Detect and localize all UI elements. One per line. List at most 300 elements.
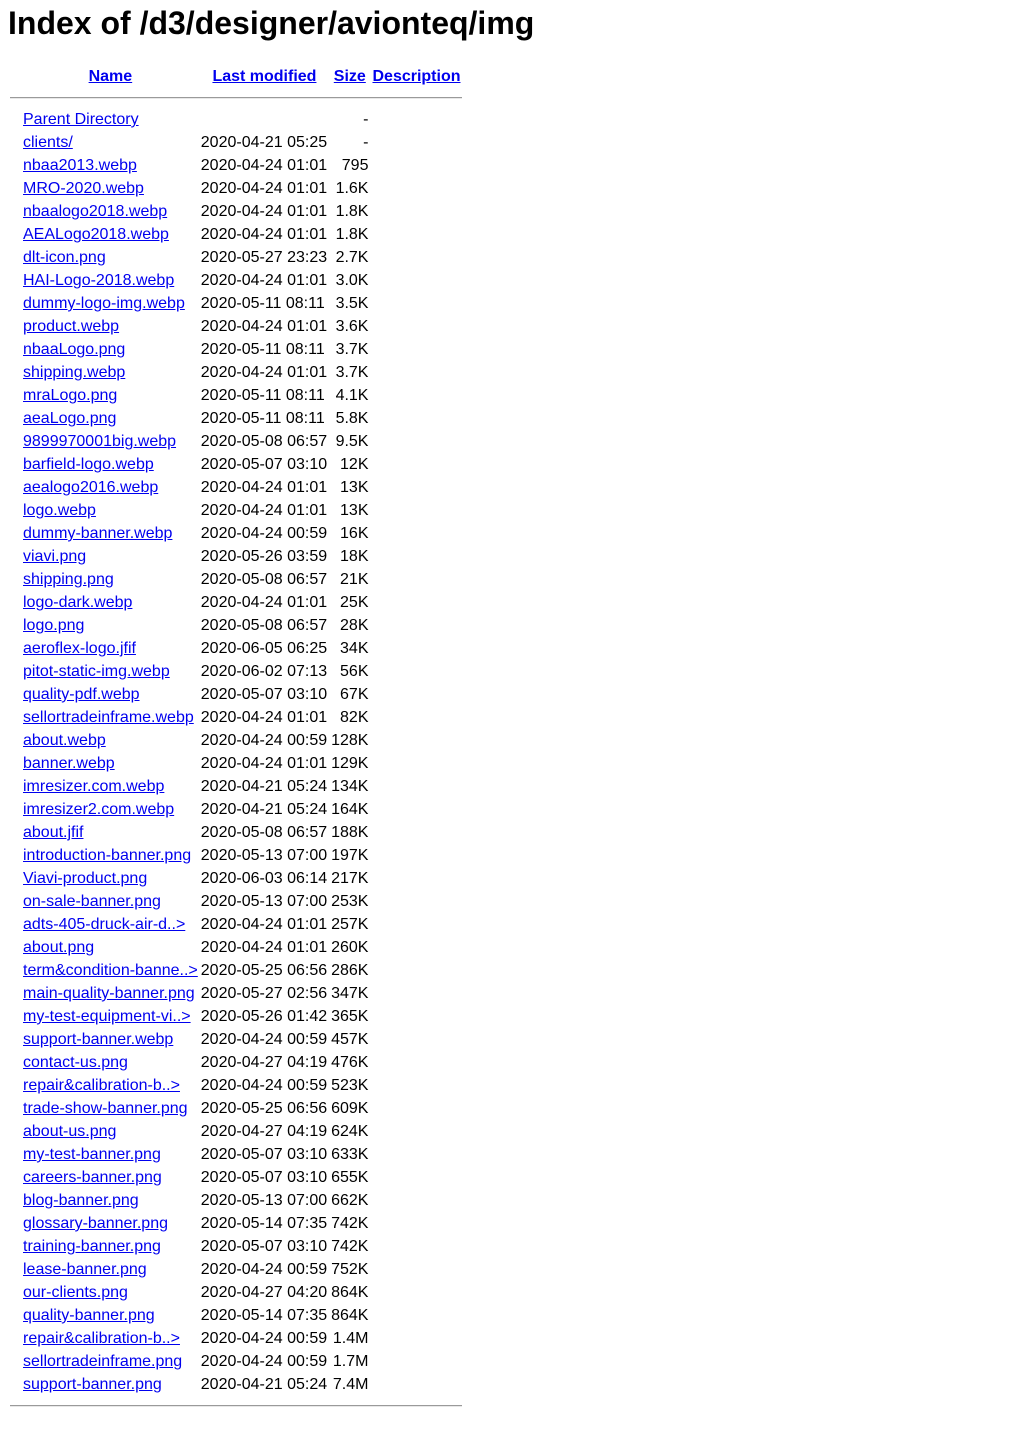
sort-by-size-link[interactable]: Size — [333, 68, 366, 85]
file-link[interactable]: AEALogo2018.webp — [23, 226, 169, 243]
row-icon-cell — [10, 155, 20, 176]
table-row — [10, 638, 462, 659]
name-cell — [22, 546, 199, 567]
last-modified-cell: 2020-04-24 01:01 — [200, 479, 328, 496]
row-icon-cell — [10, 845, 20, 866]
file-link[interactable]: about.jfif — [23, 824, 84, 841]
name-cell — [22, 1213, 199, 1234]
file-link[interactable]: shipping.webp — [23, 364, 126, 381]
description-cell — [371, 454, 461, 475]
row-icon-cell — [10, 615, 20, 636]
last-modified-cell — [201, 109, 328, 130]
name-cell — [22, 500, 199, 521]
name-cell — [22, 1190, 199, 1211]
last-modified-cell: 2020-04-24 01:01 — [200, 226, 328, 243]
table-row — [10, 1328, 462, 1349]
row-icon-cell — [10, 1305, 20, 1326]
table-row — [10, 937, 462, 958]
file-link[interactable]: banner.webp — [23, 755, 115, 772]
name-cell — [22, 799, 199, 820]
last-modified-cell: 2020-04-24 01:01 — [200, 939, 328, 956]
file-link[interactable]: 9899970001big.webp — [23, 433, 177, 450]
row-icon-cell — [10, 1259, 20, 1280]
file-listing-table — [8, 64, 464, 1417]
last-modified-cell: 2020-05-08 06:57 — [200, 571, 328, 588]
table-row — [10, 1374, 462, 1395]
size-cell: - — [363, 134, 369, 151]
size-cell: 286K — [331, 962, 369, 979]
file-link[interactable]: our-clients.png — [23, 1284, 128, 1301]
name-column-header — [22, 66, 199, 87]
file-link[interactable]: quality-pdf.webp — [23, 686, 140, 703]
table-row — [10, 1351, 462, 1372]
last-modified-cell: 2020-05-25 06:56 — [200, 962, 328, 979]
table-row — [10, 500, 462, 521]
row-icon-cell — [10, 201, 20, 222]
top-divider-row — [10, 89, 462, 107]
name-cell — [22, 1075, 199, 1096]
row-icon-cell — [10, 385, 20, 406]
file-link[interactable]: adts-405-druck-air-d..> — [23, 916, 186, 933]
table-row — [10, 247, 462, 268]
last-modified-cell: 2020-04-21 05:24 — [200, 801, 328, 818]
row-icon-cell — [10, 776, 20, 797]
file-link[interactable]: about.png — [23, 939, 95, 956]
last-modified-cell: 2020-04-24 00:59 — [200, 1031, 328, 1048]
size-cell: - — [363, 111, 369, 128]
size-cell: 1.6K — [335, 180, 369, 197]
file-link[interactable]: careers-banner.png — [23, 1169, 162, 1186]
file-link[interactable]: my-test-equipment-vi..> — [23, 1008, 191, 1025]
file-link[interactable]: contact-us.png — [23, 1054, 128, 1071]
last-modified-cell: 2020-04-21 05:24 — [200, 778, 328, 795]
row-icon-cell — [10, 799, 20, 820]
name-cell — [22, 1282, 199, 1303]
size-cell: 25K — [340, 594, 369, 611]
description-cell — [371, 983, 461, 1004]
row-icon-cell — [10, 891, 20, 912]
name-cell — [22, 730, 199, 751]
last-modified-cell: 2020-04-27 04:20 — [200, 1284, 328, 1301]
file-link[interactable]: dummy-banner.webp — [23, 525, 173, 542]
description-cell — [371, 1029, 461, 1050]
table-row — [10, 155, 462, 176]
table-row — [10, 799, 462, 820]
row-icon-cell — [10, 339, 20, 360]
file-link[interactable]: mraLogo.png — [23, 387, 118, 404]
row-icon-cell — [10, 592, 20, 613]
file-link[interactable]: logo.png — [23, 617, 85, 634]
size-cell: 18K — [340, 548, 369, 565]
size-cell: 197K — [331, 847, 369, 864]
last-modified-cell: 2020-05-13 07:00 — [200, 1192, 328, 1209]
table-row — [10, 178, 462, 199]
last-modified-cell: 2020-04-24 00:59 — [200, 1353, 328, 1370]
file-link[interactable]: MRO-2020.webp — [23, 180, 144, 197]
size-cell: 257K — [331, 916, 369, 933]
last-modified-cell: 2020-04-24 01:01 — [200, 272, 328, 289]
last-modified-cell: 2020-05-13 07:00 — [200, 847, 328, 864]
file-link[interactable]: dlt-icon.png — [23, 249, 106, 266]
file-link[interactable]: glossary-banner.png — [23, 1215, 168, 1232]
size-cell: 742K — [331, 1238, 369, 1255]
size-cell: 3.0K — [335, 272, 369, 289]
table-row — [10, 224, 462, 245]
last-modified-cell: 2020-04-27 04:19 — [200, 1054, 328, 1071]
description-cell — [371, 431, 461, 452]
file-link[interactable]: trade-show-banner.png — [23, 1100, 188, 1117]
file-link[interactable]: clients/ — [23, 134, 73, 151]
description-cell — [371, 638, 461, 659]
last-modified-cell: 2020-04-24 01:01 — [200, 157, 328, 174]
last-modified-cell: 2020-04-27 04:19 — [200, 1123, 328, 1140]
row-icon-cell — [10, 1098, 20, 1119]
sort-by-description-link[interactable]: Description — [372, 68, 461, 85]
row-icon-cell — [10, 1006, 20, 1027]
last-modified-cell: 2020-06-03 06:14 — [200, 870, 328, 887]
description-cell — [371, 1259, 461, 1280]
file-link[interactable]: main-quality-banner.png — [23, 985, 195, 1002]
size-cell: 28K — [340, 617, 369, 634]
size-cell: 253K — [331, 893, 369, 910]
description-cell — [371, 316, 461, 337]
description-cell — [371, 661, 461, 682]
file-link[interactable]: logo.webp — [23, 502, 96, 519]
table-row — [10, 868, 462, 889]
description-cell — [371, 1052, 461, 1073]
row-icon-cell — [10, 638, 20, 659]
name-cell — [22, 845, 199, 866]
table-row — [10, 1052, 462, 1073]
file-link[interactable]: HAI-Logo-2018.webp — [23, 272, 175, 289]
size-cell: 457K — [331, 1031, 369, 1048]
size-cell: 9.5K — [335, 433, 369, 450]
row-icon-cell — [10, 707, 20, 728]
table-row — [10, 408, 462, 429]
table-row — [10, 1006, 462, 1027]
last-modified-column-header — [201, 66, 328, 87]
file-link[interactable]: support-banner.png — [23, 1376, 162, 1393]
description-cell — [371, 270, 461, 291]
table-row — [10, 454, 462, 475]
row-icon-cell — [10, 661, 20, 682]
file-link[interactable]: about.webp — [23, 732, 106, 749]
size-cell: 1.8K — [335, 203, 369, 220]
size-cell: 12K — [340, 456, 369, 473]
description-cell — [371, 776, 461, 797]
size-cell: 347K — [331, 985, 369, 1002]
size-cell: 365K — [331, 1008, 369, 1025]
table-row — [10, 201, 462, 222]
table-row — [10, 753, 462, 774]
row-icon-cell — [10, 684, 20, 705]
row-icon-cell — [10, 1236, 20, 1257]
name-cell — [22, 109, 199, 130]
size-cell: 633K — [331, 1146, 369, 1163]
last-modified-cell: 2020-05-07 03:10 — [200, 686, 328, 703]
table-row — [10, 707, 462, 728]
row-icon-cell — [10, 500, 20, 521]
name-cell — [22, 385, 199, 406]
description-cell — [371, 1144, 461, 1165]
file-link[interactable]: product.webp — [23, 318, 120, 335]
table-row — [10, 1121, 462, 1142]
file-link[interactable]: nbaaLogo.png — [23, 341, 126, 358]
size-column-header — [330, 66, 369, 87]
file-link[interactable]: quality-banner.png — [23, 1307, 155, 1324]
size-cell: 752K — [331, 1261, 369, 1278]
description-cell — [371, 224, 461, 245]
name-cell — [22, 638, 199, 659]
file-link[interactable]: term&condition-banne..> — [23, 962, 198, 979]
name-cell — [22, 983, 199, 1004]
size-cell: 128K — [331, 732, 369, 749]
description-cell — [371, 523, 461, 544]
size-cell: 1.4M — [332, 1330, 369, 1347]
last-modified-cell: 2020-06-05 06:25 — [200, 640, 328, 657]
last-modified-cell: 2020-05-14 07:35 — [200, 1215, 328, 1232]
file-link[interactable]: sellortradeinframe.webp — [23, 709, 194, 726]
file-link[interactable]: repair&calibration-b..> — [23, 1330, 180, 1347]
description-cell — [371, 569, 461, 590]
name-cell — [22, 707, 199, 728]
table-row — [10, 776, 462, 797]
description-cell — [371, 799, 461, 820]
table-row — [10, 477, 462, 498]
size-cell: 7.4M — [332, 1376, 369, 1393]
row-icon-cell — [10, 1144, 20, 1165]
size-cell: 5.8K — [335, 410, 369, 427]
file-link[interactable]: nbaa2013.webp — [23, 157, 137, 174]
name-cell — [22, 592, 199, 613]
table-row — [10, 983, 462, 1004]
last-modified-cell: 2020-05-27 23:23 — [200, 249, 328, 266]
table-row — [10, 1098, 462, 1119]
name-cell — [22, 1167, 199, 1188]
name-cell — [22, 1006, 199, 1027]
description-cell — [371, 868, 461, 889]
file-link[interactable]: about-us.png — [23, 1123, 117, 1140]
file-link[interactable]: aeaLogo.png — [23, 410, 117, 427]
description-cell — [371, 615, 461, 636]
size-cell: 67K — [340, 686, 369, 703]
bottom-divider-row — [10, 1397, 462, 1415]
name-cell — [22, 408, 199, 429]
table-row — [10, 1236, 462, 1257]
size-cell: 16K — [340, 525, 369, 542]
name-cell — [22, 891, 199, 912]
table-row — [10, 569, 462, 590]
size-cell: 1.7M — [332, 1353, 369, 1370]
row-icon-cell — [10, 822, 20, 843]
description-cell — [371, 385, 461, 406]
row-icon-cell — [10, 914, 20, 935]
name-cell — [22, 753, 199, 774]
name-cell — [22, 1351, 199, 1372]
file-link[interactable]: imresizer.com.webp — [23, 778, 165, 795]
row-icon-cell — [10, 1029, 20, 1050]
name-cell — [22, 1121, 199, 1142]
size-cell: 742K — [331, 1215, 369, 1232]
table-row — [10, 523, 462, 544]
row-icon-cell — [10, 569, 20, 590]
last-modified-cell: 2020-04-21 05:24 — [200, 1376, 328, 1393]
name-cell — [22, 1052, 199, 1073]
last-modified-cell: 2020-05-13 07:00 — [200, 893, 328, 910]
row-icon-cell — [10, 983, 20, 1004]
description-cell — [371, 845, 461, 866]
table-row — [10, 293, 462, 314]
name-cell — [22, 132, 199, 153]
table-row — [10, 362, 462, 383]
row-icon-cell — [10, 1167, 20, 1188]
file-link[interactable]: my-test-banner.png — [23, 1146, 161, 1163]
size-cell: 3.5K — [335, 295, 369, 312]
description-cell — [371, 1351, 461, 1372]
file-link[interactable]: imresizer2.com.webp — [23, 801, 175, 818]
file-link[interactable]: pitot-static-img.webp — [23, 663, 170, 680]
last-modified-cell: 2020-04-24 01:01 — [200, 203, 328, 220]
name-cell — [22, 201, 199, 222]
size-cell: 864K — [331, 1307, 369, 1324]
table-row — [10, 1075, 462, 1096]
table-row — [10, 960, 462, 981]
last-modified-cell: 2020-05-08 06:57 — [200, 617, 328, 634]
file-link[interactable]: training-banner.png — [23, 1238, 161, 1255]
file-link[interactable]: Viavi-product.png — [23, 870, 148, 887]
table-row — [10, 845, 462, 866]
description-cell — [371, 500, 461, 521]
row-icon-cell — [10, 109, 20, 130]
name-cell — [22, 937, 199, 958]
description-cell — [371, 960, 461, 981]
description-cell — [371, 1305, 461, 1326]
table-row — [10, 431, 462, 452]
name-cell — [22, 178, 199, 199]
last-modified-cell: 2020-05-26 01:42 — [200, 1008, 328, 1025]
page-title: Index of /d3/designer/avionteq/img — [8, 5, 535, 41]
last-modified-cell: 2020-05-07 03:10 — [200, 1169, 328, 1186]
last-modified-cell: 2020-04-24 01:01 — [200, 364, 328, 381]
file-link[interactable]: introduction-banner.png — [23, 847, 192, 864]
last-modified-cell: 2020-04-24 00:59 — [200, 525, 328, 542]
file-link[interactable]: nbaalogo2018.webp — [23, 203, 168, 220]
sort-by-name-link[interactable]: Name — [88, 68, 133, 85]
name-cell — [22, 523, 199, 544]
size-cell: 34K — [340, 640, 369, 657]
table-row — [10, 1259, 462, 1280]
file-link[interactable]: on-sale-banner.png — [23, 893, 161, 910]
size-cell: 523K — [331, 1077, 369, 1094]
description-cell — [371, 178, 461, 199]
description-cell — [371, 822, 461, 843]
size-cell: 662K — [331, 1192, 369, 1209]
bottom-divider — [10, 1405, 462, 1407]
sort-by-last-modified-link[interactable]: Last modified — [212, 68, 317, 85]
description-cell — [371, 546, 461, 567]
size-cell: 795 — [341, 157, 369, 174]
table-row — [10, 1282, 462, 1303]
name-cell — [22, 247, 199, 268]
last-modified-cell: 2020-04-21 05:25 — [200, 134, 328, 151]
row-icon-cell — [10, 730, 20, 751]
description-cell — [371, 477, 461, 498]
row-icon-cell — [10, 408, 20, 429]
last-modified-cell: 2020-04-24 01:01 — [200, 755, 328, 772]
table-row — [10, 730, 462, 751]
file-link[interactable]: viavi.png — [23, 548, 87, 565]
file-link[interactable]: lease-banner.png — [23, 1261, 147, 1278]
description-cell — [371, 1213, 461, 1234]
parent-directory-link[interactable]: Parent Directory — [23, 111, 139, 128]
table-row — [10, 1213, 462, 1234]
file-link[interactable]: logo-dark.webp — [23, 594, 133, 611]
file-link[interactable]: aeroflex-logo.jfif — [23, 640, 136, 657]
file-link[interactable]: dummy-logo-img.webp — [23, 295, 185, 312]
file-link[interactable]: sellortradeinframe.png — [23, 1353, 183, 1370]
row-icon-cell — [10, 270, 20, 291]
file-link[interactable]: barfield-logo.webp — [23, 456, 154, 473]
row-icon-cell — [10, 477, 20, 498]
last-modified-cell: 2020-04-24 00:59 — [200, 732, 328, 749]
last-modified-cell: 2020-04-24 01:01 — [200, 916, 328, 933]
table-row — [10, 1167, 462, 1188]
last-modified-cell: 2020-05-14 07:35 — [200, 1307, 328, 1324]
last-modified-cell: 2020-05-11 08:11 — [200, 387, 325, 404]
row-icon-cell — [10, 1328, 20, 1349]
file-link[interactable]: blog-banner.png — [23, 1192, 139, 1209]
name-cell — [22, 431, 199, 452]
file-link[interactable]: repair&calibration-b..> — [23, 1077, 180, 1094]
row-icon-cell — [10, 431, 20, 452]
description-cell — [371, 753, 461, 774]
file-link[interactable]: support-banner.webp — [23, 1031, 174, 1048]
name-cell — [22, 155, 199, 176]
description-cell — [371, 1075, 461, 1096]
last-modified-cell: 2020-05-25 06:56 — [200, 1100, 328, 1117]
row-icon-cell — [10, 362, 20, 383]
name-cell — [22, 661, 199, 682]
file-link[interactable]: aealogo2016.webp — [23, 479, 159, 496]
last-modified-cell: 2020-04-24 01:01 — [200, 318, 328, 335]
last-modified-cell: 2020-05-26 03:59 — [200, 548, 328, 565]
description-cell — [371, 1236, 461, 1257]
last-modified-cell: 2020-05-11 08:11 — [200, 410, 325, 427]
size-cell: 13K — [340, 502, 369, 519]
last-modified-cell: 2020-04-24 01:01 — [200, 709, 328, 726]
description-cell — [371, 408, 461, 429]
description-cell — [371, 109, 461, 130]
row-icon-cell — [10, 523, 20, 544]
name-cell — [22, 615, 199, 636]
size-cell: 260K — [331, 939, 369, 956]
table-row — [10, 661, 462, 682]
row-icon-cell — [10, 132, 20, 153]
description-cell — [371, 155, 461, 176]
description-cell — [371, 362, 461, 383]
size-cell: 3.7K — [335, 341, 369, 358]
name-cell — [22, 684, 199, 705]
row-icon-cell — [10, 454, 20, 475]
row-icon-cell — [10, 1374, 20, 1395]
last-modified-cell: 2020-05-07 03:10 — [200, 1238, 328, 1255]
name-cell — [22, 362, 199, 383]
size-cell: 1.8K — [335, 226, 369, 243]
name-cell — [22, 960, 199, 981]
name-cell — [22, 1328, 199, 1349]
file-link[interactable]: shipping.png — [23, 571, 114, 588]
row-icon-cell — [10, 1121, 20, 1142]
